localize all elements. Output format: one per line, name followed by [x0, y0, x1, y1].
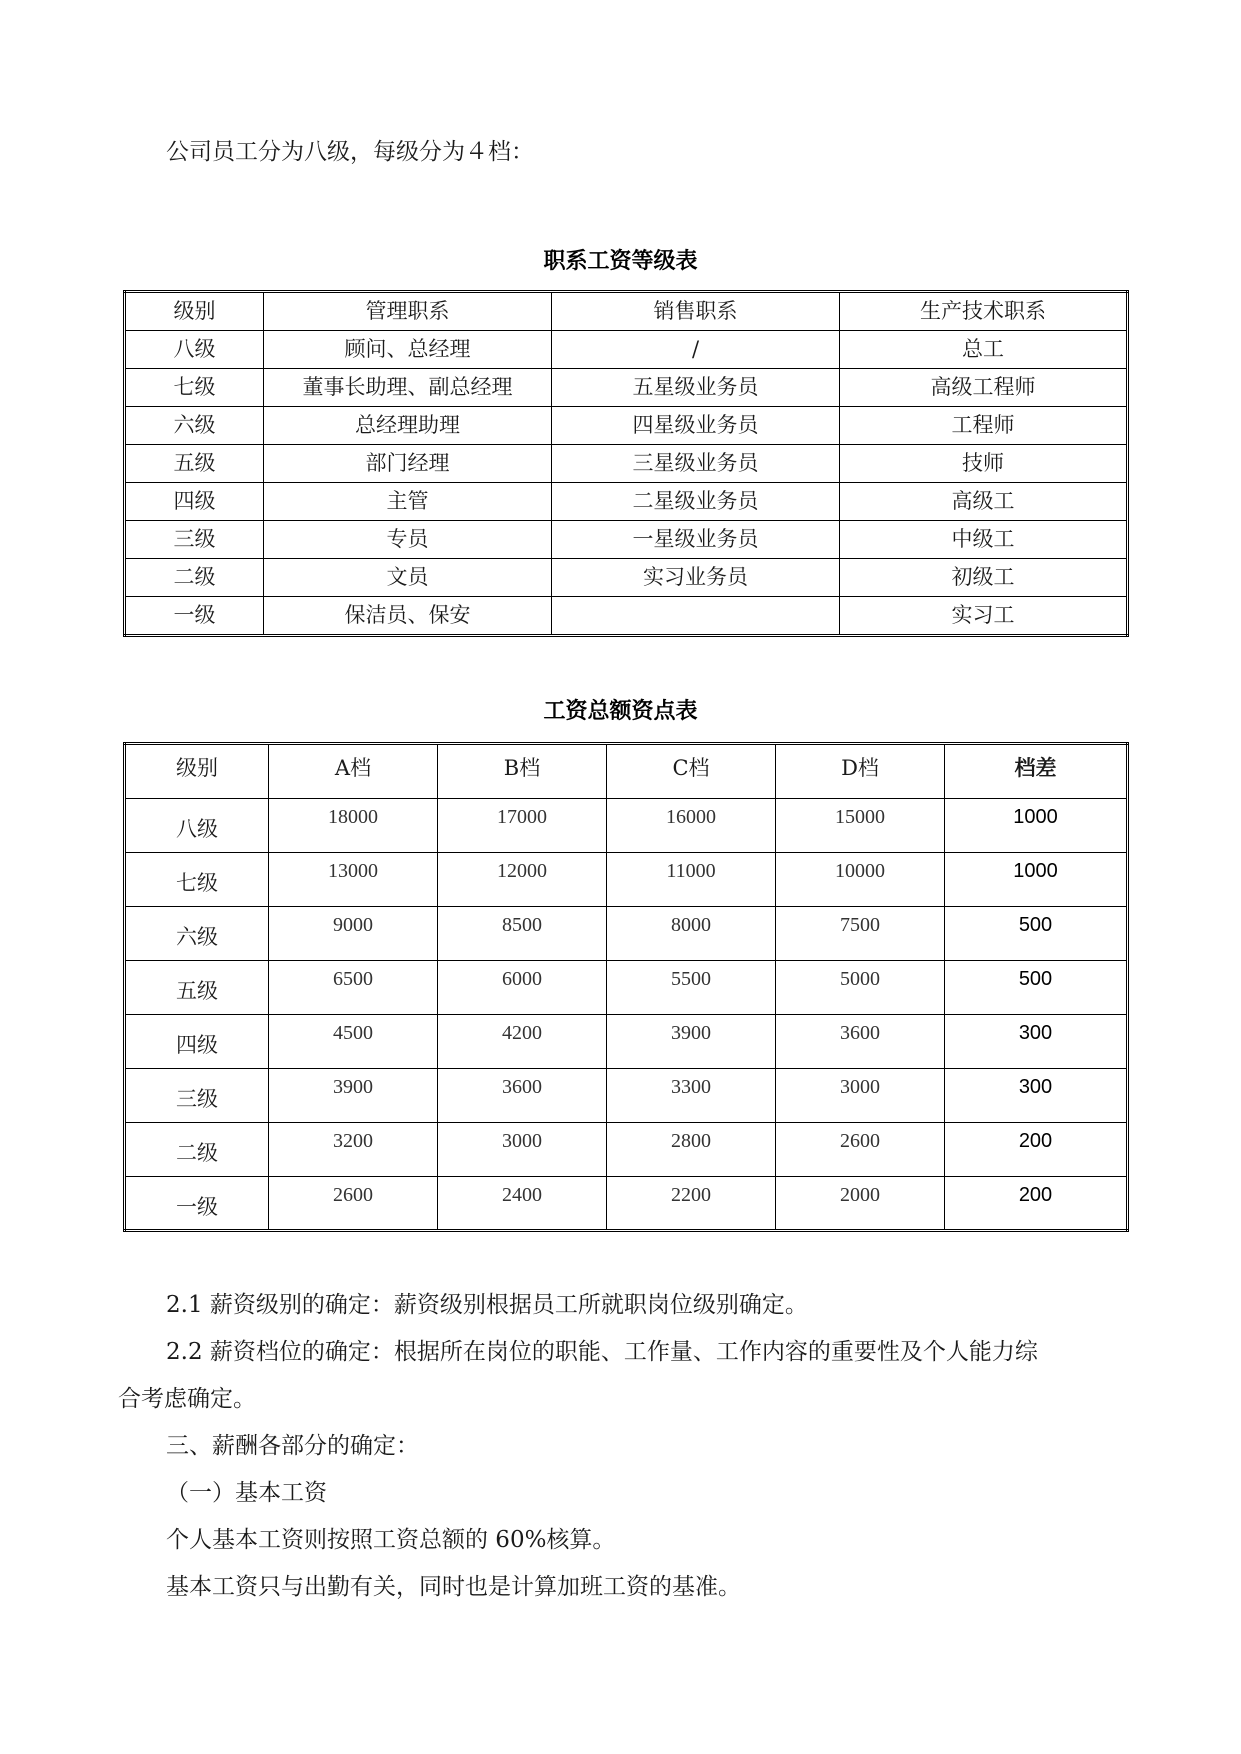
paragraph-salary-tier: 2.2 薪资档位的确定：根据所在岗位的职能、工作量、工作内容的重要性及个人能力综: [166, 1339, 1038, 1365]
table-header-row: [125, 292, 1128, 331]
table-cell: 3200: [269, 1123, 438, 1177]
table-cell: 300: [945, 1069, 1128, 1123]
section-heading: 三、薪酬各部分的确定：: [166, 1433, 419, 1459]
table-cell: 四级: [125, 483, 264, 521]
table-cell: 总工: [840, 331, 1128, 369]
table-cell: 4200: [438, 1015, 607, 1069]
header-cell: B档: [438, 744, 607, 799]
header-cell: 生产技术职系: [840, 292, 1128, 331]
paragraph-basic-salary-note: 基本工资只与出勤有关，同时也是计算加班工资的基准。: [166, 1574, 741, 1600]
table-cell: 2600: [269, 1177, 438, 1231]
table-cell: 高级工: [840, 483, 1128, 521]
table-cell: 300: [945, 1015, 1128, 1069]
table-row: [125, 1177, 1128, 1231]
table-cell: 17000: [438, 799, 607, 853]
table-cell: 8500: [438, 907, 607, 961]
table-cell: 董事长助理、副总经理: [264, 369, 552, 407]
table-cell: 四星级业务员: [552, 407, 840, 445]
table-cell: 六级: [125, 407, 264, 445]
table-cell: 11000: [607, 853, 776, 907]
table-row: [125, 483, 1128, 521]
header-cell: 销售职系: [552, 292, 840, 331]
table-cell: 七级: [125, 853, 269, 907]
table-cell: 保洁员、保安: [264, 597, 552, 636]
table-cell: 2200: [607, 1177, 776, 1231]
table-cell: 500: [945, 961, 1128, 1015]
table-cell: 13000: [269, 853, 438, 907]
table-row: [125, 369, 1128, 407]
table-row: [125, 559, 1128, 597]
table-row: [125, 1069, 1128, 1123]
table-cell: 专员: [264, 521, 552, 559]
table-cell: 12000: [438, 853, 607, 907]
table-cell: 10000: [776, 853, 945, 907]
table-header-row: [125, 744, 1128, 799]
table-cell: 3600: [776, 1015, 945, 1069]
table1-title: 职系工资等级表: [543, 249, 698, 274]
table-cell: 8000: [607, 907, 776, 961]
table-cell: 部门经理: [264, 445, 552, 483]
table-cell: 工程师: [840, 407, 1128, 445]
intro-text: 公司员工分为八级，每级分为４档：: [166, 139, 534, 165]
table-cell: 2800: [607, 1123, 776, 1177]
table-cell: 主管: [264, 483, 552, 521]
table-row: [125, 853, 1128, 907]
table-cell: 6500: [269, 961, 438, 1015]
table-cell: 4500: [269, 1015, 438, 1069]
header-cell: 级别: [125, 744, 269, 799]
salary-points-table: [123, 742, 1129, 1232]
table-cell: 二级: [125, 1123, 269, 1177]
header-cell: 档差: [945, 744, 1128, 799]
table-cell: 七级: [125, 369, 264, 407]
table-cell: 5500: [607, 961, 776, 1015]
table-cell: 9000: [269, 907, 438, 961]
table-cell: 3000: [776, 1069, 945, 1123]
table-cell: 18000: [269, 799, 438, 853]
table-cell: 3600: [438, 1069, 607, 1123]
table-cell: 六级: [125, 907, 269, 961]
table2-title: 工资总额资点表: [543, 699, 698, 724]
table-cell: 3900: [269, 1069, 438, 1123]
table-cell: 一星级业务员: [552, 521, 840, 559]
table-row: [125, 407, 1128, 445]
table-row: [125, 1015, 1128, 1069]
table-cell: 文员: [264, 559, 552, 597]
table-cell: 二级: [125, 559, 264, 597]
table-cell: 3300: [607, 1069, 776, 1123]
table-row: [125, 331, 1128, 369]
table-cell: 6000: [438, 961, 607, 1015]
table-cell: 5000: [776, 961, 945, 1015]
header-cell: D档: [776, 744, 945, 799]
table-cell: 中级工: [840, 521, 1128, 559]
table-cell: 15000: [776, 799, 945, 853]
table-cell: [552, 597, 840, 636]
paragraph-salary-tier-cont: 合考虑确定。: [118, 1386, 256, 1412]
table-cell: 16000: [607, 799, 776, 853]
subsection-heading: （一）基本工资: [166, 1480, 327, 1506]
table-cell: 1000: [945, 853, 1128, 907]
table-row: [125, 445, 1128, 483]
table-cell: 八级: [125, 799, 269, 853]
table-cell: 1000: [945, 799, 1128, 853]
table-row: [125, 907, 1128, 961]
table-cell: 一级: [125, 1177, 269, 1231]
table-cell: 实习工: [840, 597, 1128, 636]
table-cell: 2000: [776, 1177, 945, 1231]
table-cell: 200: [945, 1123, 1128, 1177]
table-cell: 五级: [125, 445, 264, 483]
header-cell: A档: [269, 744, 438, 799]
table-cell: 五级: [125, 961, 269, 1015]
table-cell: 二星级业务员: [552, 483, 840, 521]
table-row: [125, 1123, 1128, 1177]
table-cell: 八级: [125, 331, 264, 369]
table-cell: 高级工程师: [840, 369, 1128, 407]
table-cell: 2600: [776, 1123, 945, 1177]
table-cell: 500: [945, 907, 1128, 961]
table-cell: 实习业务员: [552, 559, 840, 597]
table-cell: 五星级业务员: [552, 369, 840, 407]
table-row: [125, 799, 1128, 853]
paragraph-salary-level: 2.1 薪资级别的确定：薪资级别根据员工所就职岗位级别确定。: [166, 1292, 808, 1318]
table-cell: 顾问、总经理: [264, 331, 552, 369]
table-cell: 三星级业务员: [552, 445, 840, 483]
header-cell: C档: [607, 744, 776, 799]
table-cell: 7500: [776, 907, 945, 961]
table-cell: 3900: [607, 1015, 776, 1069]
table-row: [125, 961, 1128, 1015]
table-row: [125, 597, 1128, 636]
table-cell: 3000: [438, 1123, 607, 1177]
table-cell: 初级工: [840, 559, 1128, 597]
table-cell: 三级: [125, 521, 264, 559]
table-cell: 2400: [438, 1177, 607, 1231]
table-row: [125, 521, 1128, 559]
table-cell: /: [552, 331, 840, 369]
table-cell: 总经理助理: [264, 407, 552, 445]
header-cell: 管理职系: [264, 292, 552, 331]
paragraph-basic-salary: 个人基本工资则按照工资总额的 60%核算。: [166, 1527, 616, 1553]
table-cell: 一级: [125, 597, 264, 636]
table-cell: 技师: [840, 445, 1128, 483]
table-cell: 四级: [125, 1015, 269, 1069]
table-cell: 三级: [125, 1069, 269, 1123]
header-cell: 级别: [125, 292, 264, 331]
table-cell: 200: [945, 1177, 1128, 1231]
job-grade-table: [123, 290, 1129, 637]
